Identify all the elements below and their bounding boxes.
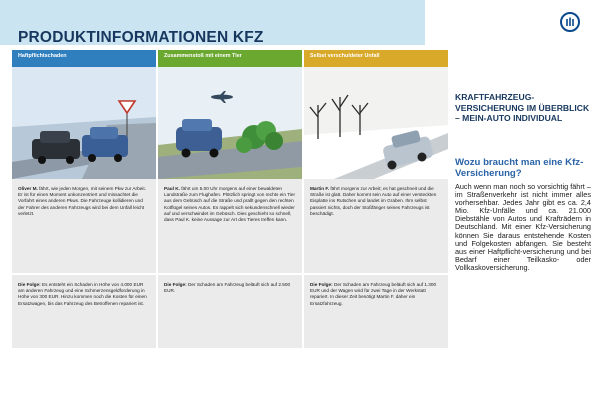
page-title: PRODUKTINFORMATIONEN KFZ xyxy=(18,29,264,46)
story-text: fährt, wie jeden Morgen, mit seinem Pkw zur Arbeit. Er ist für einen Moment unkonzentriert und missachtet die Vorfahrt eines anderen Pkws. Die Fahrzeuge kollidieren und der Fahrer des anderen Fahrzeugs wird bei dem Unfall leicht verletzt. xyxy=(18,186,146,216)
case-result xyxy=(158,275,302,294)
aside-subtitle: Wozu braucht man eine Kfz-Versicherung? xyxy=(455,157,584,179)
column-heading: Zusammenstoß mit einem Tier xyxy=(158,50,302,67)
person-name: Oliver M. xyxy=(18,186,38,191)
story-text: fährt um 5.00 Uhr morgens auf einer bewaldeten Landstraße zum Flughafen. Plötzlich springt von rechts ein Tier aus dem Gebüsch auf die Straße und prallt gegen den rechten Kotflügel seines Autos. Es rappelt sich sekundenschnell wieder auf und verschwindet im Gebüsch. Dies geschieht so schnell, dass Paul K. keine Aussage zur Art des Tieres treffen kann. xyxy=(164,186,296,223)
result-text: Es entsteht ein Schaden in Höhe von 4.000 EUR am anderen Fahrzeug und eine Schmerzensgeldforderung in Höhe von 300 EUR. Hinzu kommen noch die Kosten für einen Ersatzwagen, bis das Fahrzeug des Betroffenen repariert ist. xyxy=(18,282,147,306)
case-column-animal xyxy=(158,50,302,348)
illustration-animal-collision xyxy=(158,67,302,179)
case-story xyxy=(12,179,156,273)
case-story xyxy=(304,179,448,273)
allianz-eagle-icon xyxy=(560,12,580,32)
case-story xyxy=(158,179,302,273)
aside-title: KRAFTFAHRZEUG-VERSICHERUNG IM ÜBERBLICK – MEIN-AUTO INDIVIDUAL xyxy=(455,92,590,124)
result-label: Die Folge: xyxy=(18,282,41,287)
case-result xyxy=(304,275,448,307)
person-name: Martin F. xyxy=(310,186,330,191)
illustration-collision xyxy=(12,67,156,179)
aside-body: Auch wenn man noch so vorsichtig fährt – im Straßenverkehr ist nicht immer alles vorhersehbar. Jedes Jahr gibt es ca. 2,4 Mio. Kfz-Unfälle und ca. 21.000 Diebstähle von Autos und Krafträdern in Deutschland. Mit einer Kfz-Versicherung können Sie daraus entstehende Kosten und Folgekosten abfangen. Sie besteht aus einer Haftpflicht-versicherung und bei Bedarf einer Teilkasko- oder Vollkaskoversicherung. xyxy=(455,182,591,272)
result-text: Der Schaden am Fahrzeug beläuft sich auf 1.300 EUR und der Wagen wird für zwei Tage in der Werkstatt repariert. In dieser Zeit benötigt Martin F. daher ein Ersatzfahrzeug. xyxy=(310,282,437,306)
case-column-self-inflicted xyxy=(304,50,448,348)
case-result xyxy=(12,275,156,307)
person-name: Paul K. xyxy=(164,186,180,191)
column-heading: Selbst verschuldeter Unfall xyxy=(304,50,448,67)
story-text: fährt morgens zur Arbeit; es hat geschneit und die Straße ist glatt. Daher kommt sein Auto auf einer versteckten Eisplatte ins Rutschen und landet im Graben. Ihm selbst passiert nichts, doch der Stoßfänger seines Fahrzeugs ist beschädigt. xyxy=(310,186,437,216)
case-column-liability xyxy=(12,50,156,348)
result-label: Die Folge: xyxy=(164,282,187,287)
column-heading: Haftpflichtschaden xyxy=(12,50,156,67)
result-text: Der Schaden am Fahrzeug beläuft sich auf 2.500 EUR. xyxy=(164,282,291,294)
result-label: Die Folge: xyxy=(310,282,333,287)
illustration-winter-ditch xyxy=(304,67,448,179)
